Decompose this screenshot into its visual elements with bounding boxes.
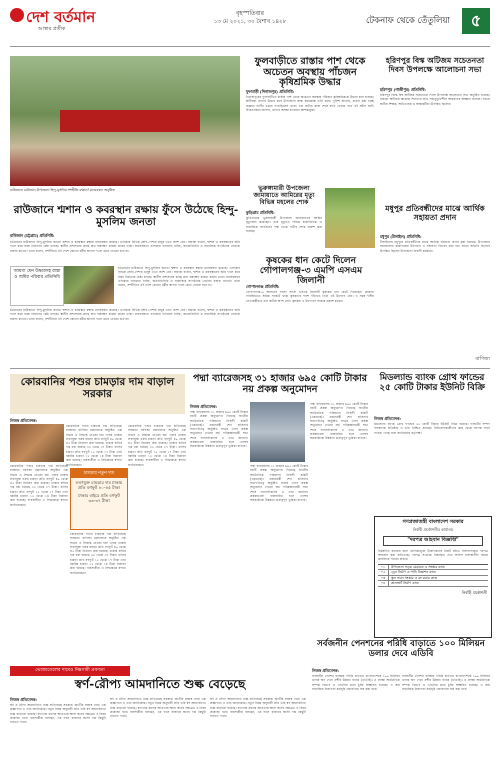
protest-body-3: চট্টগ্রামের রাউজানে হিন্দু-মুসলিম জনতা শ্মশান ও কবরস্থান রক্ষায় মানববন্ধন করেছে। এলাকার বিভিন্ন শ্রেণি-পেশার মানুষ এতে অংশ নেন। বক্তারা বলেন, শ্মশান ও কবরস্থানের জমি দখল করে রাস্তা নির্মাণের চেষ্টা চলছে। স্থানীয় প্রশাসনের কাছে দ্রুত হস্তক্ষেপ কামনা করেন তারা। মানববন্ধনে এলাকার গণ্যমান্য ব্যক্তি, জনপ্রতিনিধি ও সামাজিক সংগঠনের নেতারা বক্তব্য রাখেন। তারা বলেন, সম্প্রীতির এই দেশে কোনো ধর্মীয় স্থাপনা দখল মেনে নেওয়া হবে না।	[10, 308, 240, 321]
logo-text: দেশ বর্তমান	[26, 8, 96, 26]
protest-byline: রাউজান (চট্টগ্রাম) প্রতিনিধি:	[10, 233, 55, 238]
notice-row-desc: উপজেলা সড়ক মেরামত ও সংস্কার কাজ	[391, 564, 445, 569]
notice-row	[378, 581, 488, 587]
protest-banner	[60, 110, 200, 132]
madhupur-body: টাঙ্গাইলের মধুপুরে প্রতিবন্ধীদের মাঝে আর্থিক সহায়তা প্রদান করা হয়েছে। উপজেলা সমাজসেবা কার্যালয়ের উদ্যোগে এ সহায়তা বিতরণ করা হয়। প্রধান অতিথি হিসেবে উপস্থিত ছিলেন উপজেলা নির্বাহী কর্মকর্তা।	[380, 240, 490, 253]
leather-body-3: কোরবানির পশুর চামড়ার দাম বাড়িয়েছে সরকার। বাণিজ্য মন্ত্রণালয়ে অনুষ্ঠিত এক সভায় এ সিদ্ধান্ত নেওয়া হয়। এবার ঢাকায় লবণযুক্ত গরুর চামড়া প্রতি বর্গফুট ৪০ থেকে ৪৫ টাকা নির্ধারণ করা হয়েছে। ঢাকার বাইরে দাম ধরা হয়েছে ৩৩ থেকে ৩৭ টাকা। খাসির চামড়া প্রতি বর্গফুট ১৫ থেকে ১৭ টাকা এবং বকরির চামড়া ১২ থেকে ১৪ টাকা নির্ধারণ করা হয়েছে। ব্যবসায়ীরা এ সিদ্ধান্তকে স্বাগত জানিয়েছেন।	[70, 532, 126, 575]
notice-row-sl: ০১	[378, 565, 389, 570]
fulbari-body: দিনাজপুরের ফুলবাড়ীতে রাস্তার পাশ থেকে অচেতন অবস্থায় পাঁচজন কৃষিশ্রমিককে উদ্ধার করা হয়েছে। স্থানীয়রা তাদের উদ্ধার করে উপজেলা স্বাস্থ্য কমপ্লেক্সে ভর্তি করে। পুলিশ জানায়, ধারণা করা হচ্ছে অজ্ঞান পার্টির খপ্পরে পড়েছিলেন তারা। ধান কাটার কাজ শেষে বাড়ি ফেরার পথে এই ঘটনা ঘটে। চিকিৎসকরা জানান, তাদের অবস্থা বর্তমানে আশঙ্কামুক্ত।	[246, 95, 374, 112]
notice-header: গণপ্রজাতন্ত্রী বাংলাদেশ সরকার	[402, 519, 464, 525]
adb-headline: সর্বজনীন পেনশনের পরিধি বাড়াতে ১০০ মিলিয়ন ডলার দেবে এডিবি	[317, 639, 485, 659]
leather-photo	[10, 424, 64, 462]
gold-body-2: স্বর্ণ ও রৌপ্য আমদানিতে শুল্ক বাড়িয়েছে সরকার। জাতীয় রাজস্ব বোর্ড এক প্রজ্ঞাপনে এ তথ্য জানিয়েছে। নতুন নিয়ম অনুযায়ী প্রতি ভরি স্বর্ণ আমদানিতে শুল্ক বাড়ানো হয়েছে। ব্যাগেজ রুলের আওতায় আনা স্বর্ণের ক্ষেত্রেও এ নিয়ম প্রযোজ্য হবে। ব্যবসায়ীরা বলছেন, এর ফলে বাজারে স্বর্ণের দাম কিছুটা বাড়তে পারে।	[110, 697, 206, 719]
adb-byline: নিজস্ব প্রতিবেদক:	[312, 668, 339, 673]
protest-body-2: চট্টগ্রামের রাউজানে হিন্দু-মুসলিম জনতা শ্মশান ও কবরস্থান রক্ষায় মানববন্ধন করেছে। এলাকার বিভিন্ন শ্রেণি-পেশার মানুষ এতে অংশ নেন। বক্তারা বলেন, শ্মশান ও কবরস্থানের জমি দখল করে রাস্তা নির্মাণের চেষ্টা চলছে। স্থানীয় প্রশাসনের কাছে দ্রুত হস্তক্ষেপ কামনা করেন তারা। মানববন্ধনে এলাকার গণ্যমান্য ব্যক্তি, জনপ্রতিনিধি ও সামাজিক সংগঠনের নেতারা বক্তব্য রাখেন। তারা বলেন, সম্প্রীতির এই দেশে কোনো ধর্মীয় স্থাপনা দখল মেনে নেওয়া হবে না।	[118, 266, 240, 288]
leather-byline: নিজস্ব প্রতিবেদক:	[10, 418, 37, 423]
padma-body-1: পদ্মা ব্যারেজসহ ৩১ হাজার ৬৯৫ কোটি টাকার নয়টি প্রকল্প অনুমোদন দিয়েছে জাতীয় অর্থনৈতিক পরিষদের নির্বাহী কমিটি (একনেক)। প্রধানমন্ত্রী শেখ হাসিনার সভাপতিত্বে অনুষ্ঠিত সভায় এসব প্রকল্প অনুমোদন দেওয়া হয়। পরিকল্পনামন্ত্রী সভা শেষে সাংবাদিকদের এ তথ্য জানান। প্রকল্পগুলো বাস্তবায়িত হলে দেশের অবকাঠামো উন্নয়নে গুরুত্বপূর্ণ ভূমিকা রাখবে।	[190, 410, 248, 449]
autism-byline: হরিণপুর (গাজীপুর) প্রতিনিধি:	[380, 87, 426, 92]
bhurungamari-byline: কুড়িগ্রাম প্রতিনিধি:	[246, 210, 275, 215]
autism-body: হরিণপুর বিস্কে বিশ্ব অটিজম সচেতনতা দিবস উপলক্ষে আলোচনা সভা অনুষ্ঠিত হয়েছে। বক্তারা অটিজম আক্রান্ত শিশুদের প্রতি সহানুভূতিশীল আচরণের আহ্বান জানান। সভায় স্থানীয় শিক্ষক, অভিভাবক ও স্বাস্থ্যকর্মীরা উপস্থিত ছিলেন।	[380, 93, 490, 106]
padma-photo	[250, 402, 305, 462]
protest-inset-photo	[64, 266, 114, 304]
leather-headline-box	[10, 374, 185, 414]
tender-notice	[374, 516, 492, 638]
notice-body: নিম্নবর্ণিত কাজের জন্য তালিকাভুক্ত ঠিকাদারদের নিকট হইতে সিলগালাকৃত দরপত্র আহবান করা যাইতেছে। দরপত্র সংক্রান্ত বিস্তারিত তথ্য অফিস চলাকালীন সময়ে কার্যালয়ে পাওয়া যাইবে।	[378, 549, 488, 562]
padma-byline: নিজস্ব প্রতিবেদক:	[190, 404, 217, 409]
notice-row-sl: ০৩	[378, 576, 389, 581]
leather-body-2: কোরবানির পশুর চামড়ার দাম বাড়িয়েছে সরকার। বাণিজ্য মন্ত্রণালয়ে অনুষ্ঠিত এক সভায় এ সিদ্ধান্ত নেওয়া হয়। এবার ঢাকায় লবণযুক্ত গরুর চামড়া প্রতি বর্গফুট ৪০ থেকে ৪৫ টাকা নির্ধারণ করা হয়েছে। ঢাকার বাইরে দাম ধরা হয়েছে ৩৩ থেকে ৩৭ টাকা। খাসির চামড়া প্রতি বর্গফুট ১৫ থেকে ১৭ টাকা এবং বকরির চামড়া ১২ থেকে ১৪ টাকা নির্ধারণ করা হয়েছে। ব্যবসায়ীরা এ সিদ্ধান্তকে স্বাগত জানিয়েছেন।	[10, 464, 68, 507]
page-number-badge	[462, 8, 490, 34]
rice-byline: গোপালগঞ্জ প্রতিনিধি:	[246, 284, 280, 289]
notice-row-sl: ০৪	[378, 581, 389, 586]
page-number: ৫	[470, 11, 482, 30]
notice-sub: নির্বাহী প্রকৌশলীর কার্যালয়	[412, 527, 454, 532]
rice-body: গোপালগঞ্জ-৩ আসনের সংসদ সদস্য এসএম জিলানী কৃষকের ধান কেটে দিয়েছেন। করোনা পরিস্থিতিতে শ্রমিক সংকটে থাকা কৃষকদের পাশে দাঁড়াতে তিনি এই উদ্যোগ নেন। এ সময় দলীয় নেতাকর্মীরাও ধান কাটায় অংশ নেন। কৃষকরা এ উদ্যোগে সন্তোষ প্রকাশ করেন।	[246, 290, 374, 303]
masthead	[0, 0, 500, 48]
notice-sign: নির্বাহী প্রকৌশলী	[461, 589, 487, 595]
gold-body-1: স্বর্ণ ও রৌপ্য আমদানিতে শুল্ক বাড়িয়েছে সরকার। জাতীয় রাজস্ব বোর্ড এক প্রজ্ঞাপনে এ তথ্য জানিয়েছে। নতুন নিয়ম অনুযায়ী প্রতি ভরি স্বর্ণ আমদানিতে শুল্ক বাড়ানো হয়েছে। ব্যাগেজ রুলের আওতায় আনা স্বর্ণের ক্ষেত্রেও এ নিয়ম প্রযোজ্য হবে। ব্যবসায়ীরা বলছেন, এর ফলে বাজারে স্বর্ণের দাম কিছুটা বাড়তে পারে।	[10, 703, 106, 725]
masthead-rule	[10, 46, 490, 47]
adb-body-2: সর্বজনীন পেনশন ব্যবস্থার পরিধি বাড়াতে বাংলাদেশকে ১০০ মিলিয়ন ডলার ঋণ দেবে এশীয় উন্নয়ন ব্যাংক (এডিবি)। এ লক্ষ্যে অর্থনৈতিক সম্পর্ক বিভাগ ও এডিবির মধ্যে চুক্তি স্বাক্ষরিত হয়েছে। এ অর্থ সামাজিক নিরাপত্তা কর্মসূচি জোরদারে ব্যয় করা হবে।	[402, 674, 490, 691]
section-rule	[10, 368, 490, 369]
fulbari-byline: ফুলবাড়ী (দিনাজপুর) প্রতিনিধি:	[246, 89, 295, 94]
gold-body-3: স্বর্ণ ও রৌপ্য আমদানিতে শুল্ক বাড়িয়েছে সরকার। জাতীয় রাজস্ব বোর্ড এক প্রজ্ঞাপনে এ তথ্য জানিয়েছে। নতুন নিয়ম অনুযায়ী প্রতি ভরি স্বর্ণ আমদানিতে শুল্ক বাড়ানো হয়েছে। ব্যাগেজ রুলের আওতায় আনা স্বর্ণের ক্ষেত্রেও এ নিয়ম প্রযোজ্য হবে। ব্যবসায়ীরা বলছেন, এর ফলে বাজারে স্বর্ণের দাম কিছুটা বাড়তে পারে।	[210, 697, 306, 719]
notice-row-desc: ড্রেন নির্মাণ ও পানি নিষ্কাশন কাজ	[391, 570, 436, 575]
pull-quote	[10, 266, 64, 306]
leather-box-line1: লবণযুক্ত চামড়ার দাম ঢাকায় প্রতি বর্গফুট ৪০-৪৫ টাকা	[75, 480, 123, 491]
madhupur-headline: মধুপুর প্রতিবন্ধীদের মাঝে আর্থিক সহায়তা প্রদান	[385, 204, 485, 222]
leather-box-title: চামড়ার নতুন দাম	[71, 469, 127, 478]
adb-body-1: সর্বজনীন পেনশন ব্যবস্থার পরিধি বাড়াতে বাংলাদেশকে ১০০ মিলিয়ন ডলার ঋণ দেবে এশীয় উন্নয়ন ব্যাংক (এডিবি)। এ লক্ষ্যে অর্থনৈতিক সম্পর্ক বিভাগ ও এডিবির মধ্যে চুক্তি স্বাক্ষরিত হয়েছে। এ অর্থ সামাজিক নিরাপত্তা কর্মসূচি জোরদারে ব্যয় করা হবে।	[312, 674, 400, 691]
logo	[10, 6, 108, 40]
protest-body-1: চট্টগ্রামের রাউজানে হিন্দু-মুসলিম জনতা শ্মশান ও কবরস্থান রক্ষায় মানববন্ধন করেছে। এলাকার বিভিন্ন শ্রেণি-পেশার মানুষ এতে অংশ নেন। বক্তারা বলেন, শ্মশান ও কবরস্থানের জমি দখল করে রাস্তা নির্মাণের চেষ্টা চলছে। স্থানীয় প্রশাসনের কাছে দ্রুত হস্তক্ষেপ কামনা করেন তারা। মানববন্ধনে এলাকার গণ্যমান্য ব্যক্তি, জনপ্রতিনিধি ও সামাজিক সংগঠনের নেতারা বক্তব্য রাখেন। তারা বলেন, সম্প্রীতির এই দেশে কোনো ধর্মীয় স্থাপনা দখল মেনে নেওয়া হবে না।	[10, 240, 240, 253]
section-title: টেকনাফ থেকে তেঁতুলিয়া	[366, 16, 450, 26]
gold-tag	[10, 666, 130, 676]
leather-price-box	[70, 468, 128, 530]
leather-headline: কোরবানির পশুর চামড়ার দাম বাড়াল সরকার	[20, 376, 175, 400]
leather-body-4: কোরবানির পশুর চামড়ার দাম বাড়িয়েছে সরকার। বাণিজ্য মন্ত্রণালয়ে অনুষ্ঠিত এক সভায় এ সিদ্ধান্ত নেওয়া হয়। এবার ঢাকায় লবণযুক্ত গরুর চামড়া প্রতি বর্গফুট ৪০ থেকে ৪৫ টাকা নির্ধারণ করা হয়েছে। ঢাকার বাইরে দাম ধরা হয়েছে ৩৩ থেকে ৩৭ টাকা। খাসির চামড়া প্রতি বর্গফুট ১৫ থেকে ১৭ টাকা এবং বকরির চামড়া ১২ থেকে ১৪ টাকা নির্ধারণ করা হয়েছে। ব্যবসায়ীরা এ সিদ্ধান্তকে স্বাগত জানিয়েছেন।	[128, 424, 186, 467]
protest-headline: রাউজানে শ্মশান ও কবরস্থান রক্ষায় ফুঁসে উঠেছে হিন্দু-মুসলিম জনতা	[13, 204, 239, 228]
logo-tagline: আস্থার প্রতীক	[38, 26, 66, 32]
midland-body: মিডল্যান্ড ব্যাংক গ্রোথ ফান্ডের ২৫ কোটি টাকার ইউনিট বিক্রি হয়েছে। ফান্ডটির সম্পদ ব্যবস্থাপক প্রতিষ্ঠান এ তথ্য নিশ্চিত করেছে। বিনিয়োগকারীদের কাছ থেকে ব্যাপক সাড়া পাওয়া গেছে বলে জানিয়েছে কর্তৃপক্ষ।	[374, 422, 490, 435]
commerce-label: বাণিজ্য	[475, 356, 490, 362]
gold-byline: নিজস্ব প্রতিবেদক:	[10, 697, 37, 702]
logo-emblem	[10, 8, 24, 22]
bhurungamari-headline: ভুরুঙ্গামারী উপজেলা জামায়াতে আমিরের মৃত্যু বিভিন্ন মহলের শোক	[253, 185, 315, 206]
fulbari-headline: ফুলবাড়ীতে রাস্তার পাশ থেকে অচেতন অবস্থায় পাঁচজন কৃষিশ্রমিক উদ্ধার	[254, 56, 366, 89]
notice-row-desc: স্কুল ভবন সংস্কার ও রং করার কাজ	[391, 575, 438, 580]
protest-photo-caption: রাউজানে রাউজান উপজেলা হিন্দু-মুসলিম সম্প্রীতি রক্ষার্থে মানববন্ধন অনুষ্ঠিত	[10, 188, 115, 192]
padma-headline: পদ্মা ব্যারেজসহ ৩১ হাজার ৬৯৫ কোটি টাকার নয় প্রকল্প অনুমোদন	[192, 373, 368, 395]
notice-row-desc: কালভার্ট নির্মাণ কাজ	[391, 581, 419, 586]
gold-tag-text: ভোজ্যতেলের দামেও নিম্নগামী প্রবণতা	[35, 668, 105, 673]
leather-body-1: কোরবানির পশুর চামড়ার দাম বাড়িয়েছে সরকার। বাণিজ্য মন্ত্রণালয়ে অনুষ্ঠিত এক সভায় এ সিদ্ধান্ত নেওয়া হয়। এবার ঢাকায় লবণযুক্ত গরুর চামড়া প্রতি বর্গফুট ৪০ থেকে ৪৫ টাকা নির্ধারণ করা হয়েছে। ঢাকার বাইরে দাম ধরা হয়েছে ৩৩ থেকে ৩৭ টাকা। খাসির চামড়া প্রতি বর্গফুট ১৫ থেকে ১৭ টাকা এবং বকরির চামড়া ১২ থেকে ১৪ টাকা নির্ধারণ করা হয়েছে। ব্যবসায়ীরা এ সিদ্ধান্তকে স্বাগত জানিয়েছেন।	[66, 424, 122, 467]
notice-row-sl: ০২	[378, 570, 389, 575]
notice-title: "দরপত্র আহবান বিজ্ঞপ্তি"	[383, 536, 483, 546]
rice-headline: কৃষকের ধান কেটে দিলেন গোপালগঞ্জ-৩ এমপি এসএম জিলানী	[259, 256, 363, 287]
midland-headline: মিডল্যান্ড ব্যাংক গ্রোথ ফান্ডের ২৫ কোটি টাকার ইউনিট বিক্রি	[379, 373, 485, 393]
rice-photo	[325, 188, 375, 248]
bhurungamari-body: কুড়িগ্রামের ভুরুঙ্গামারী উপজেলা জামায়াতের আমির মৃত্যুবরণ করেছেন। তার মৃত্যুতে বিভিন্ন রাজনৈতিক ও সামাজিক সংগঠনের পক্ষ থেকে গভীর শোক প্রকাশ করা হয়েছে।	[246, 216, 322, 233]
madhupur-byline: মধুপুর (টাঙ্গাইল) প্রতিনিধি:	[380, 234, 422, 239]
leather-box-line2: ঢাকার বাইরে প্রতি বর্গফুট ৩৩-৩৭ টাকা	[78, 492, 120, 504]
midland-byline: নিজস্ব প্রতিবেদক:	[374, 416, 401, 421]
gold-headline: স্বর্ণ-রৌপ্য আমদানিতে শুল্ক বেড়েছে	[74, 677, 246, 691]
masthead-day: বৃহস্পতিবার	[236, 10, 264, 17]
pull-quote-text: জায়গা যেন উদ্ধারসহ রাস্তা ও জমির পরিবার প্রতিনিধি	[13, 269, 61, 280]
padma-body-2: পদ্মা ব্যারেজসহ ৩১ হাজার ৬৯৫ কোটি টাকার নয়টি প্রকল্প অনুমোদন দিয়েছে জাতীয় অর্থনৈতিক পরিষদের নির্বাহী কমিটি (একনেক)। প্রধানমন্ত্রী শেখ হাসিনার সভাপতিত্বে অনুষ্ঠিত সভায় এসব প্রকল্প অনুমোদন দেওয়া হয়। পরিকল্পনামন্ত্রী সভা শেষে সাংবাদিকদের এ তথ্য জানান। প্রকল্পগুলো বাস্তবায়িত হলে দেশের অবকাঠামো উন্নয়নে গুরুত্বপূর্ণ ভূমিকা রাখবে।	[250, 464, 308, 503]
padma-body-3: পদ্মা ব্যারেজসহ ৩১ হাজার ৬৯৫ কোটি টাকার নয়টি প্রকল্প অনুমোদন দিয়েছে জাতীয় অর্থনৈতিক পরিষদের নির্বাহী কমিটি (একনেক)। প্রধানমন্ত্রী শেখ হাসিনার সভাপতিত্বে অনুষ্ঠিত সভায় এসব প্রকল্প অনুমোদন দেওয়া হয়। পরিকল্পনামন্ত্রী সভা শেষে সাংবাদিকদের এ তথ্য জানান। প্রকল্পগুলো বাস্তবায়িত হলে দেশের অবকাঠামো উন্নয়নে গুরুত্বপূর্ণ ভূমিকা রাখবে।	[310, 402, 368, 441]
notice-table	[378, 564, 488, 587]
autism-headline: হরিণপুর বিস্ক অটিজম সচেতনতা দিবস উপলক্ষে আলোচনা সভা	[385, 56, 485, 74]
masthead-date: ১৩ মে ২০২১, ৩০ বৈশাখ ১৪২৮	[213, 19, 287, 25]
